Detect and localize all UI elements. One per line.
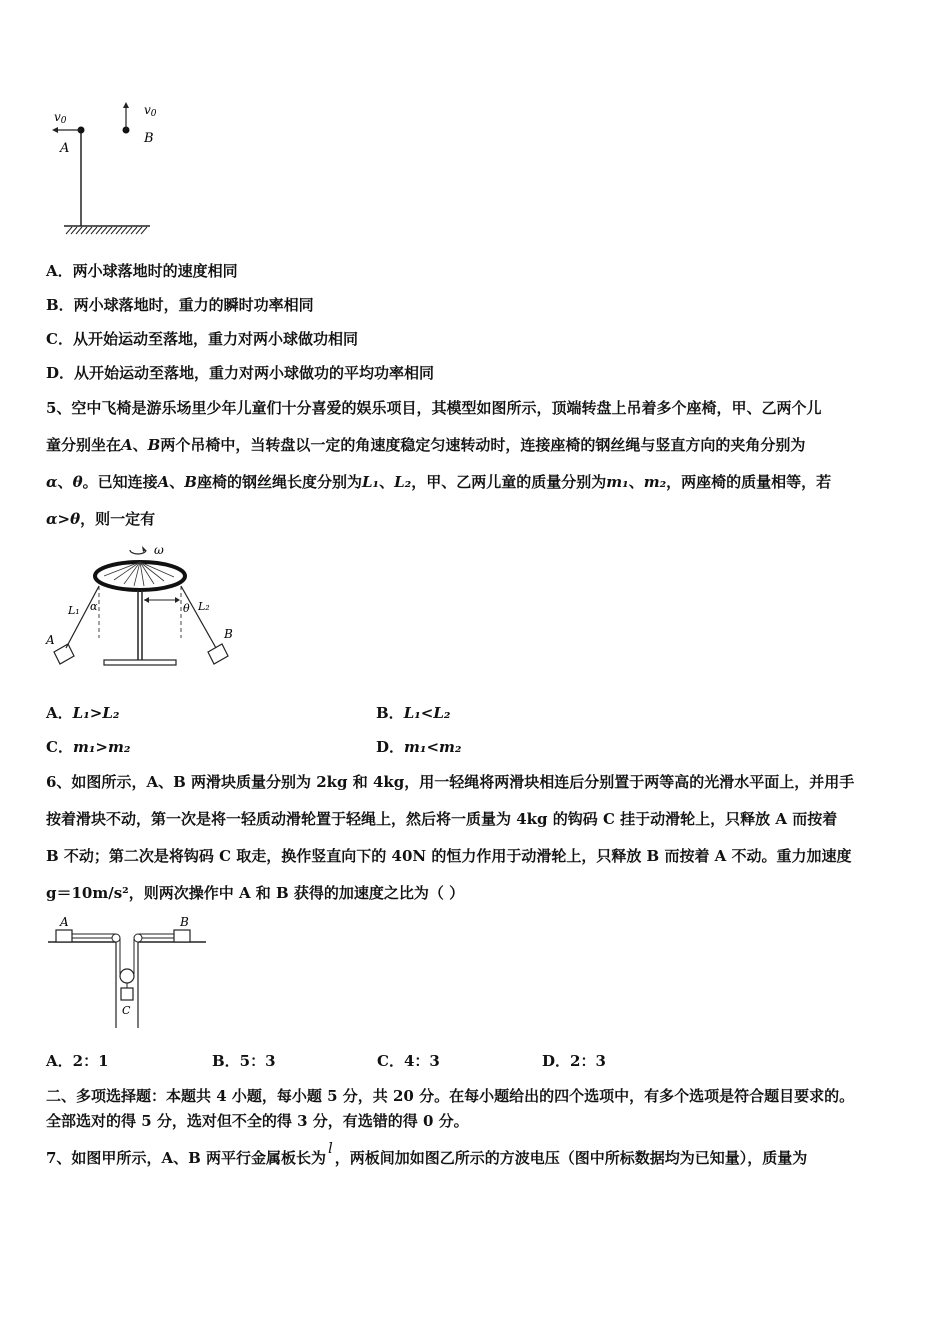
weight-c [121, 988, 133, 1000]
label-omega: ω [154, 543, 164, 557]
q6-stem-line4: g＝10m/s²，则两次操作中 A 和 B 获得的加速度之比为（ ） [46, 884, 465, 902]
label-a: A [60, 141, 70, 156]
label-a: A [46, 633, 55, 647]
ground-hatch [66, 227, 147, 234]
q4-figure [44, 92, 164, 244]
label-b: B [180, 915, 189, 929]
q5-stem-line3: α、θ。已知连接A、B座椅的钢丝绳长度分别为L₁、L₂，甲、乙两儿童的质量分别为m₁、m₂，两座椅的质量相等，若 [46, 473, 832, 491]
label-c: C [122, 1004, 131, 1017]
arrow-a-head [52, 127, 58, 133]
q5-stem-line2: 童分别坐在A、B两个吊椅中，当转盘以一定的角速度稳定匀速转动时，连接座椅的钢丝绳与竖直方向的夹角分别为 [46, 436, 806, 454]
label-alpha: α [90, 600, 98, 613]
q4-option-d: D．从开始运动至落地，重力对两小球做功的平均功率相同 [46, 364, 435, 382]
label-l1: L₁ [68, 604, 80, 617]
q6-stem-line2: 按着滑块不动，第一次是将一轻质动滑轮置于轻绳上，然后将一质量为 4kg 的钩码 C 挂于动滑轮上，只释放 A 而按着 [46, 810, 838, 828]
label-a: A [60, 915, 69, 929]
q6-stem-line1: 6、如图所示，A、B 两滑块质量分别为 2kg 和 4kg，用一轻绳将两滑块相连后分别置于两等高的光滑水平面上，并用手 [46, 773, 855, 791]
section2-heading-line1: 二、多项选择题：本题共 4 小题，每小题 5 分，共 20 分。在每小题给出的四个选项中，有多个选项是符合题目要求的。 [46, 1087, 855, 1105]
radius-arrow-left [144, 597, 149, 603]
base [104, 660, 176, 665]
q6-option-d: D．2：3 [542, 1052, 606, 1070]
q5-option-d: D．m₁<m₂ [376, 738, 462, 756]
cable-b [181, 586, 216, 648]
seat-a [54, 644, 74, 664]
q5-option-a: A．L₁>L₂ [46, 704, 120, 722]
arrow-b-head [123, 102, 129, 108]
pulley-right [134, 934, 142, 942]
symbol-l: l [327, 1139, 333, 1157]
block-b [174, 930, 190, 942]
label-l2: L₂ [198, 600, 210, 613]
q5-stem-line4: α>θ，则一定有 [46, 510, 156, 528]
q4-option-c: C．从开始运动至落地，重力对两小球做功相同 [46, 330, 358, 348]
q5-option-c: C．m₁>m₂ [46, 738, 131, 756]
label-b: B [224, 627, 233, 641]
label-v0-left: v0 [54, 110, 67, 126]
q6-option-b: B．5：3 [212, 1052, 276, 1070]
moving-pulley [120, 969, 134, 983]
q7-stem-line1: 7、如图甲所示，A、B 两平行金属板长为l，两板间加如图乙所示的方波电压（图中所标数据均为已知量），质量为 [46, 1139, 808, 1167]
q5-stem-line1: 5、空中飞椅是游乐场里少年儿童们十分喜爱的娱乐项目，其模型如图所示，顶端转盘上吊着多个座椅，甲、乙两个儿 [46, 399, 822, 417]
block-a [56, 930, 72, 942]
q6-figure [46, 914, 210, 1032]
seat-b [208, 644, 228, 664]
q6-option-a: A．2：1 [46, 1052, 109, 1070]
q4-option-b: B．两小球落地时，重力的瞬时功率相同 [46, 296, 314, 314]
radius-arrow-right [175, 597, 180, 603]
q5-figure [44, 540, 254, 672]
label-b: B [144, 131, 154, 146]
q6-stem-line3: B 不动；第二次是将钩码 C 取走，换作竖直向下的 40N 的恒力作用于动滑轮上，只释放 B 而按着 A 不动。重力加速度 [46, 847, 852, 865]
label-theta: θ [183, 602, 190, 615]
pulley-left [112, 934, 120, 942]
q4-option-a: A．两小球落地时的速度相同 [46, 262, 238, 280]
q6-option-c: C．4：3 [377, 1052, 440, 1070]
section2-heading-line2: 全部选对的得 5 分，选对但不全的得 3 分，有选错的得 0 分。 [46, 1112, 469, 1130]
label-v0-right: v0 [144, 103, 157, 119]
q5-option-b: B．L₁<L₂ [376, 704, 451, 722]
cable-a [66, 586, 99, 648]
